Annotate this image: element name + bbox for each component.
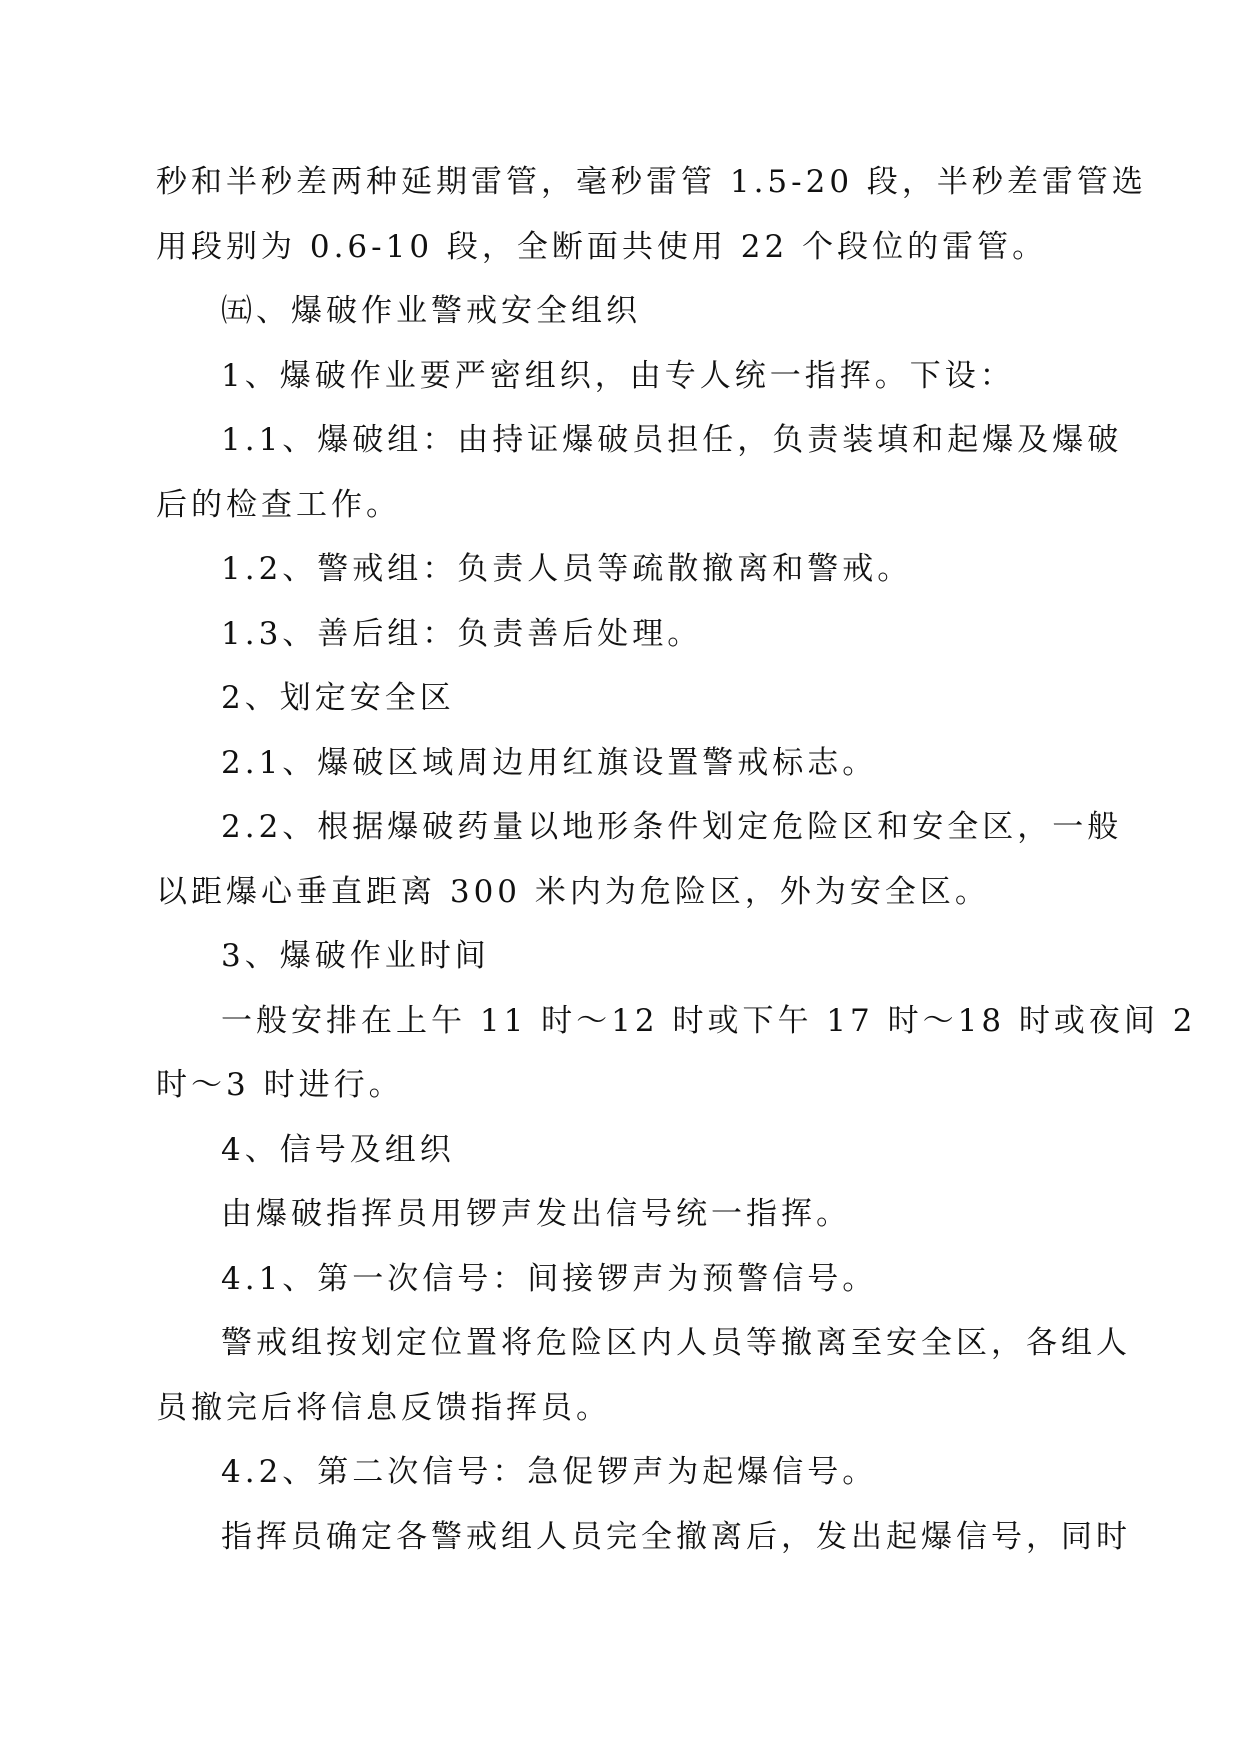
text-line: 警戒组按划定位置将危险区内人员等撤离至安全区，各组人 xyxy=(221,1325,1131,1361)
text-line: 1、爆破作业要严密组织，由专人统一指挥。下设： xyxy=(221,357,1015,394)
text-line: 4、信号及组织 xyxy=(221,1131,455,1168)
text-line: 员撤完后将信息反馈指挥员。 xyxy=(156,1389,611,1426)
text-line: 秒和半秒差两种延期雷管，毫秒雷管 1.5-20 段，半秒差雷管选 xyxy=(156,164,1147,200)
text-line: 1.3、善后组：负责善后处理。 xyxy=(221,615,703,652)
text-line: 2.1、爆破区域周边用红旗设置警戒标志。 xyxy=(221,744,878,781)
text-line: 1.2、警戒组：负责人员等疏散撤离和警戒。 xyxy=(221,551,913,587)
section-heading: ㈤、爆破作业警戒安全组织 xyxy=(221,293,641,329)
text-line: 一般安排在上午 11 时～12 时或下午 17 时～18 时或夜间 2 xyxy=(221,1002,1197,1039)
text-line: 以距爆心垂直距离 300 米内为危险区，外为安全区。 xyxy=(156,873,990,910)
text-line: 1.1、爆破组：由持证爆破员担任，负责装填和起爆及爆破 xyxy=(221,422,1123,458)
text-line: 后的检查工作。 xyxy=(156,486,401,523)
text-line: 时～3 时进行。 xyxy=(156,1067,404,1103)
text-line: 用段别为 0.6-10 段，全断面共使用 22 个段位的雷管。 xyxy=(156,228,1048,265)
body-text xyxy=(156,150,1197,1569)
text-line: 由爆破指挥员用锣声发出信号统一指挥。 xyxy=(221,1196,851,1232)
text-line: 3、爆破作业时间 xyxy=(221,938,490,974)
text-line: 4.2、第二次信号：急促锣声为起爆信号。 xyxy=(221,1454,878,1490)
text-line: 2.2、根据爆破药量以地形条件划定危险区和安全区，一般 xyxy=(221,809,1123,845)
text-line: 指挥员确定各警戒组人员完全撤离后，发出起爆信号，同时 xyxy=(221,1518,1131,1555)
text-line: 2、划定安全区 xyxy=(221,680,455,716)
text-line: 4.1、第一次信号：间接锣声为预警信号。 xyxy=(221,1260,878,1297)
